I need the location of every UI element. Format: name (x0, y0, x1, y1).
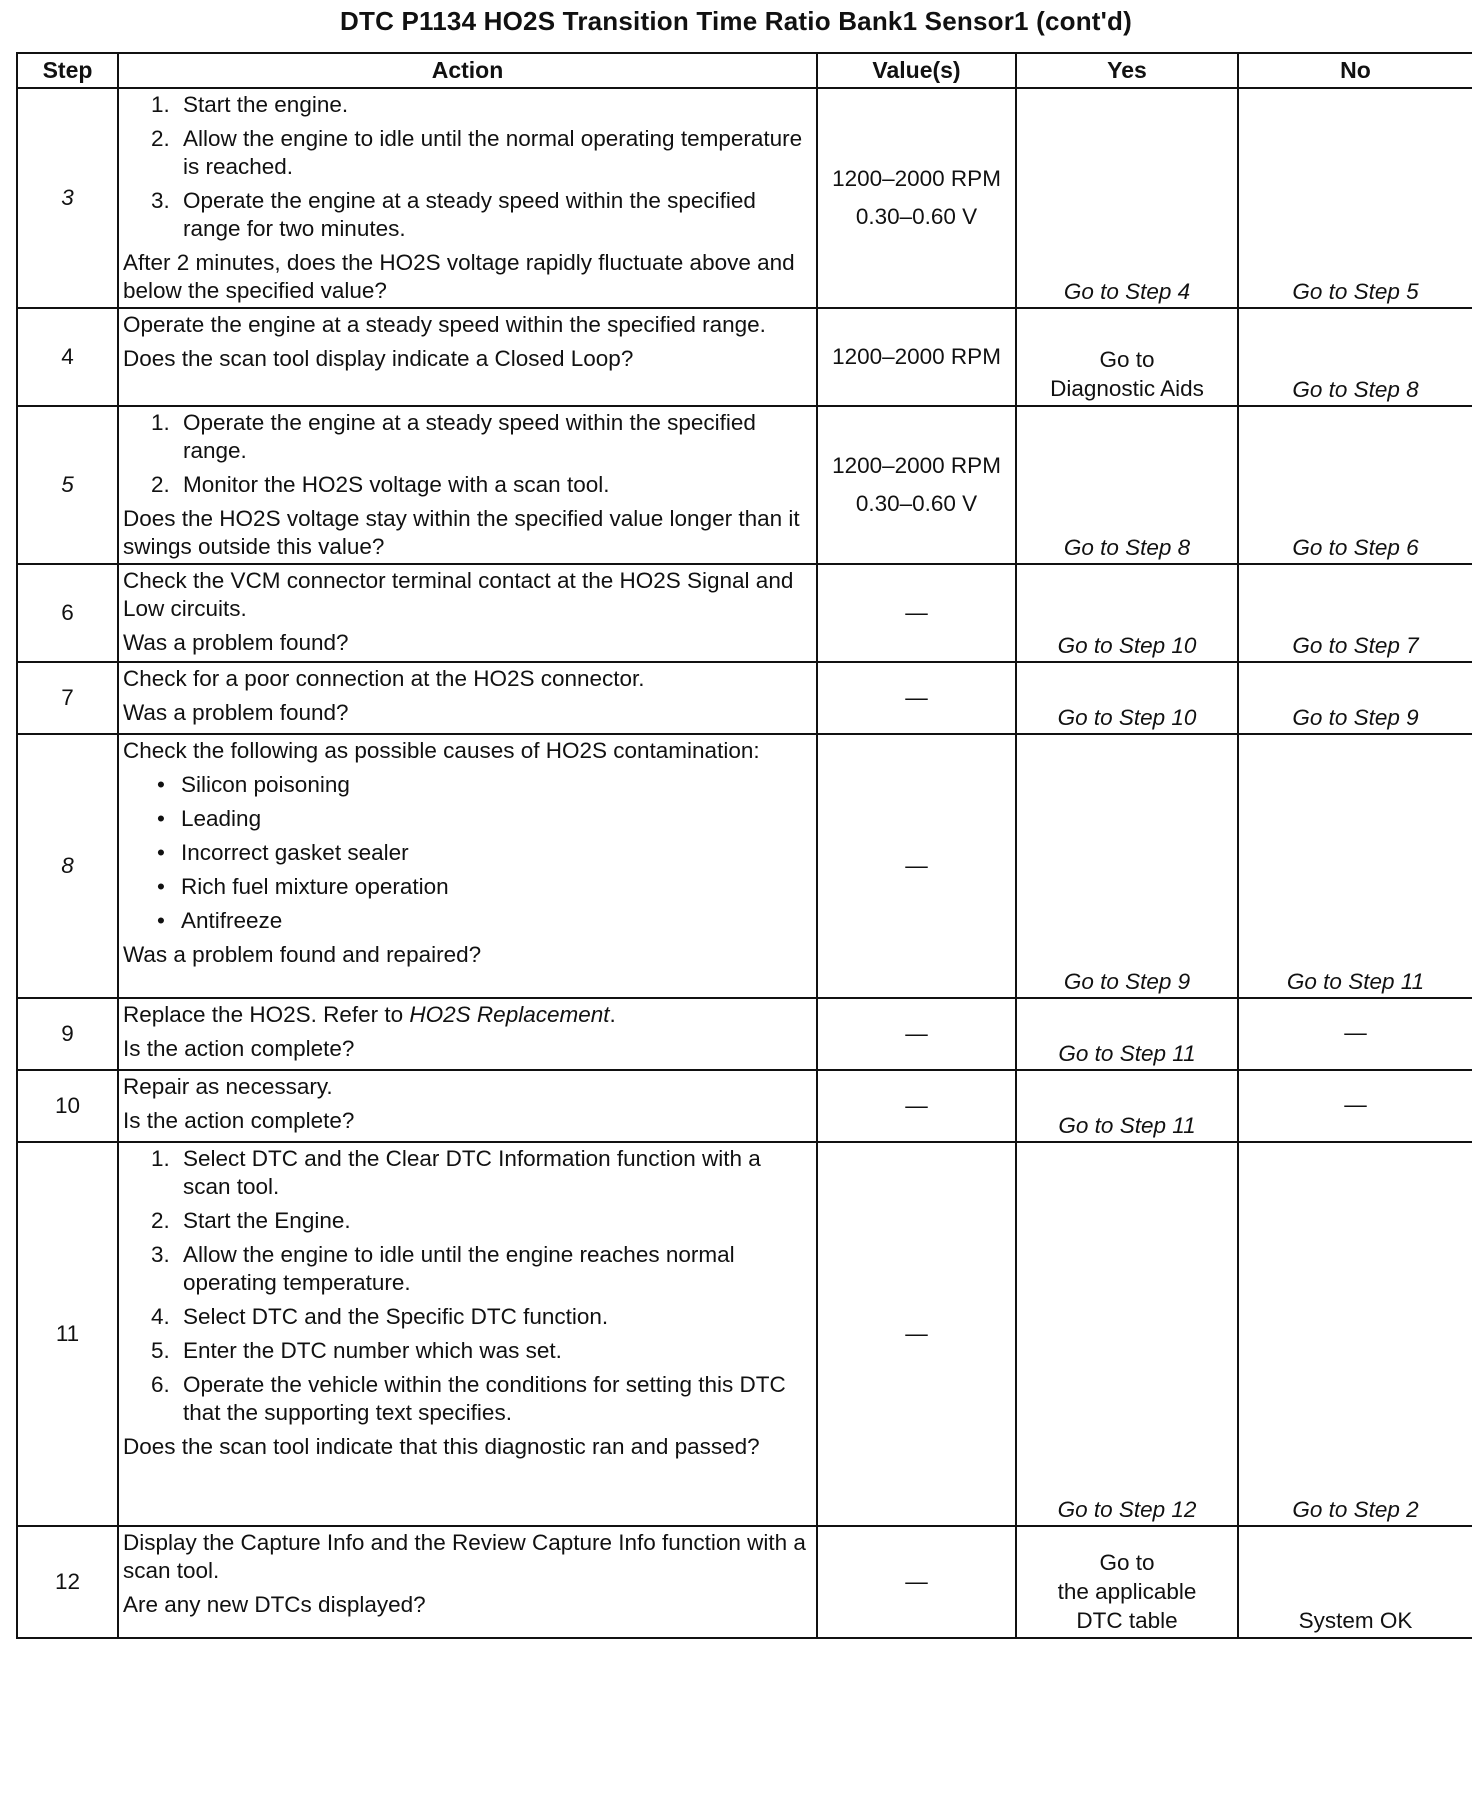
yes-line[interactable]: Diagnostic Aids (1050, 376, 1204, 401)
goto-link[interactable]: Go to Step 10 (1057, 633, 1197, 658)
action-cell (118, 1142, 817, 1526)
header-action: Action (118, 53, 817, 88)
value-cell: — (817, 662, 1016, 734)
list-item: 4. Select DTC and the Specific DTC function. (151, 1304, 609, 1329)
goto-link[interactable]: Go to Step 5 (1292, 279, 1419, 304)
step-number: 6 (17, 564, 118, 662)
value-line: 1200–2000 RPM (832, 453, 1001, 478)
list-item-text: Start the Engine. (183, 1208, 351, 1233)
no-cell (1238, 1142, 1472, 1526)
value-cell: — (817, 998, 1016, 1070)
goto-link[interactable]: Go to Step 4 (1063, 279, 1191, 304)
goto-link[interactable]: Go to Step 8 (1292, 377, 1419, 402)
yes-cell (1016, 662, 1238, 734)
no-cell: — (1238, 1070, 1472, 1142)
action-cell (118, 564, 817, 662)
list-item-text: Leading (181, 806, 262, 831)
no-cell (1238, 308, 1472, 406)
list-item: 2. Start the Engine. (151, 1208, 351, 1233)
table-row-step-7 (17, 662, 1472, 734)
value-line: 0.30–0.60 V (855, 204, 978, 229)
list-item-text: Operate the vehicle within the conditions for setting this DTC that the supporting text specifies. (183, 1372, 786, 1425)
action-question: Are any new DTCs displayed? (123, 1592, 426, 1617)
no-cell (1238, 1526, 1472, 1638)
value-cell (817, 406, 1016, 564)
no-cell: — (1238, 998, 1472, 1070)
value-cell: — (817, 1526, 1016, 1638)
no-cell (1238, 564, 1472, 662)
step-number: 12 (17, 1526, 118, 1638)
header-row (17, 53, 1472, 88)
list-item-text: Select DTC and the Specific DTC function. (183, 1304, 609, 1329)
list-item: 2. Monitor the HO2S voltage with a scan tool. (151, 472, 610, 497)
goto-link[interactable]: Go to Step 11 (1286, 969, 1425, 994)
list-item: • Incorrect gasket sealer (157, 840, 409, 865)
step-number: 9 (17, 998, 118, 1070)
action-cell (118, 1526, 817, 1638)
list-item-text: Allow the engine to idle until the engine reaches normal operating temperature. (183, 1242, 735, 1295)
value-line: 0.30–0.60 V (855, 491, 978, 516)
header-step: Step (17, 53, 118, 88)
diagnostic-table (16, 52, 1472, 1639)
yes-line: Go to (1099, 1550, 1155, 1575)
value-line: 1200–2000 RPM (832, 344, 1001, 369)
table-row-step-4 (17, 308, 1472, 406)
list-item: • Leading (157, 806, 262, 831)
list-item-text: Operate the engine at a steady speed within the specified range for two minutes. (183, 188, 756, 241)
list-item-text: Incorrect gasket sealer (181, 840, 409, 865)
no-cell (1238, 88, 1472, 308)
action-text: Check the VCM connector terminal contact at the HO2S Signal and Low circuits. (123, 568, 794, 621)
table-row-step-3 (17, 88, 1472, 308)
yes-cell (1016, 1070, 1238, 1142)
page-title: DTC P1134 HO2S Transition Time Ratio Bank1 Sensor1 (cont'd) (340, 6, 1132, 36)
action-text-part: . (609, 1002, 616, 1027)
list-item-text: Start the engine. (183, 92, 349, 117)
header-values: Value(s) (817, 53, 1016, 88)
value-cell (817, 88, 1016, 308)
action-steps (123, 1145, 810, 1427)
table-row-step-12 (17, 1526, 1472, 1638)
yes-cell (1016, 734, 1238, 998)
action-cell (118, 662, 817, 734)
yes-cell (1016, 564, 1238, 662)
table-row-step-6 (17, 564, 1472, 662)
table-row-step-11 (17, 1142, 1472, 1526)
yes-line: the applicable (1057, 1579, 1197, 1604)
action-text (123, 1001, 810, 1029)
list-item-text: Enter the DTC number which was set. (183, 1338, 562, 1363)
yes-line: Go to (1099, 347, 1155, 372)
action-text-part: Replace the HO2S. Refer to (123, 1002, 410, 1027)
goto-link[interactable]: Go to Step 9 (1063, 969, 1191, 994)
action-cell (118, 1070, 817, 1142)
list-item-text: Rich fuel mixture operation (181, 874, 449, 899)
yes-cell (1016, 88, 1238, 308)
list-item: 3. Allow the engine to idle until the engine reaches normal operating temperature. (151, 1242, 735, 1295)
list-item: 2. Allow the engine to idle until the normal operating temperature is reached. (151, 126, 803, 179)
value-cell (817, 308, 1016, 406)
action-cell (118, 88, 817, 308)
step-number: 3 (17, 88, 118, 308)
list-item-text: Select DTC and the Clear DTC Information function with a scan tool. (183, 1146, 761, 1199)
step-number: 10 (17, 1070, 118, 1142)
step-number: 4 (17, 308, 118, 406)
list-item-text: Operate the engine at a steady speed within the specified range. (183, 410, 756, 463)
value-cell: — (817, 734, 1016, 998)
yes-line[interactable]: DTC table (1076, 1608, 1178, 1633)
action-text: Display the Capture Info and the Review Capture Info function with a scan tool. (123, 1530, 806, 1583)
step-number: 8 (17, 734, 118, 998)
yes-cell (1016, 998, 1238, 1070)
action-question: Does the scan tool indicate that this diagnostic ran and passed? (123, 1434, 760, 1459)
table-row-step-10 (17, 1070, 1472, 1142)
list-item: • Antifreeze (157, 908, 283, 933)
list-item: • Silicon poisoning (157, 772, 350, 797)
action-question: Was a problem found? (123, 630, 349, 655)
reference-link[interactable]: HO2S Replacement (409, 1002, 610, 1027)
action-text: Repair as necessary. (123, 1074, 333, 1099)
table-row-step-8 (17, 734, 1472, 998)
list-item-text: Allow the engine to idle until the normal operating temperature is reached. (183, 126, 803, 179)
action-question: Does the HO2S voltage stay within the specified value longer than it swings outside this value? (123, 506, 800, 559)
action-cell (118, 308, 817, 406)
action-cell (118, 734, 817, 998)
action-steps (123, 91, 810, 243)
list-item: 1. Operate the engine at a steady speed within the specified range. (151, 410, 756, 463)
list-item: 1. Select DTC and the Clear DTC Information function with a scan tool. (151, 1146, 761, 1199)
action-text: Operate the engine at a steady speed within the specified range. (123, 312, 766, 337)
list-item-text: Monitor the HO2S voltage with a scan tool. (183, 472, 610, 497)
value-cell: — (817, 1142, 1016, 1526)
value-cell: — (817, 564, 1016, 662)
no-result: System OK (1298, 1608, 1413, 1633)
goto-link[interactable]: Go to Step 2 (1292, 1497, 1419, 1522)
list-item: 5. Enter the DTC number which was set. (151, 1338, 562, 1363)
yes-cell (1016, 308, 1238, 406)
table-row-step-5 (17, 406, 1472, 564)
step-number: 7 (17, 662, 118, 734)
cause-list (123, 771, 810, 935)
list-item-text: Silicon poisoning (181, 772, 350, 797)
list-item: 1. Start the engine. (151, 92, 349, 117)
action-text: Check the following as possible causes of HO2S contamination: (123, 738, 760, 763)
list-item-text: Antifreeze (181, 908, 283, 933)
goto-link[interactable]: Go to Step 7 (1292, 633, 1419, 658)
goto-link[interactable]: Go to Step 11 (1058, 1113, 1196, 1138)
action-question: Does the scan tool display indicate a Closed Loop? (123, 346, 634, 371)
yes-cell (1016, 1142, 1238, 1526)
list-item: 3. Operate the engine at a steady speed within the specified range for two minutes. (151, 188, 756, 241)
no-cell (1238, 662, 1472, 734)
goto-link[interactable]: Go to Step 9 (1292, 705, 1419, 730)
action-question: Is the action complete? (123, 1108, 355, 1133)
goto-link[interactable]: Go to Step 10 (1057, 705, 1197, 730)
action-question: Was a problem found? (123, 700, 349, 725)
step-number: 5 (17, 406, 118, 564)
value-cell: — (817, 1070, 1016, 1142)
action-question: After 2 minutes, does the HO2S voltage rapidly fluctuate above and below the specified value? (123, 250, 795, 303)
no-cell (1238, 734, 1472, 998)
yes-cell (1016, 406, 1238, 564)
goto-link[interactable]: Go to Step 8 (1063, 535, 1191, 560)
goto-link[interactable]: Go to Step 11 (1058, 1041, 1196, 1066)
action-question: Was a problem found and repaired? (123, 942, 482, 967)
list-item: 6. Operate the vehicle within the conditions for setting this DTC that the supporting text specifies. (151, 1372, 786, 1425)
header-no: No (1238, 53, 1472, 88)
yes-cell (1016, 1526, 1238, 1638)
goto-link[interactable]: Go to Step 12 (1057, 1497, 1197, 1522)
header-yes: Yes (1016, 53, 1238, 88)
action-steps (123, 409, 810, 499)
no-cell (1238, 406, 1472, 564)
action-cell (118, 998, 817, 1070)
list-item: • Rich fuel mixture operation (157, 874, 449, 899)
step-number: 11 (17, 1142, 118, 1526)
action-text: Check for a poor connection at the HO2S connector. (123, 666, 645, 691)
action-question: Is the action complete? (123, 1036, 355, 1061)
value-line: 1200–2000 RPM (832, 166, 1001, 191)
action-cell (118, 406, 817, 564)
table-row-step-9 (17, 998, 1472, 1070)
goto-link[interactable]: Go to Step 6 (1292, 535, 1419, 560)
